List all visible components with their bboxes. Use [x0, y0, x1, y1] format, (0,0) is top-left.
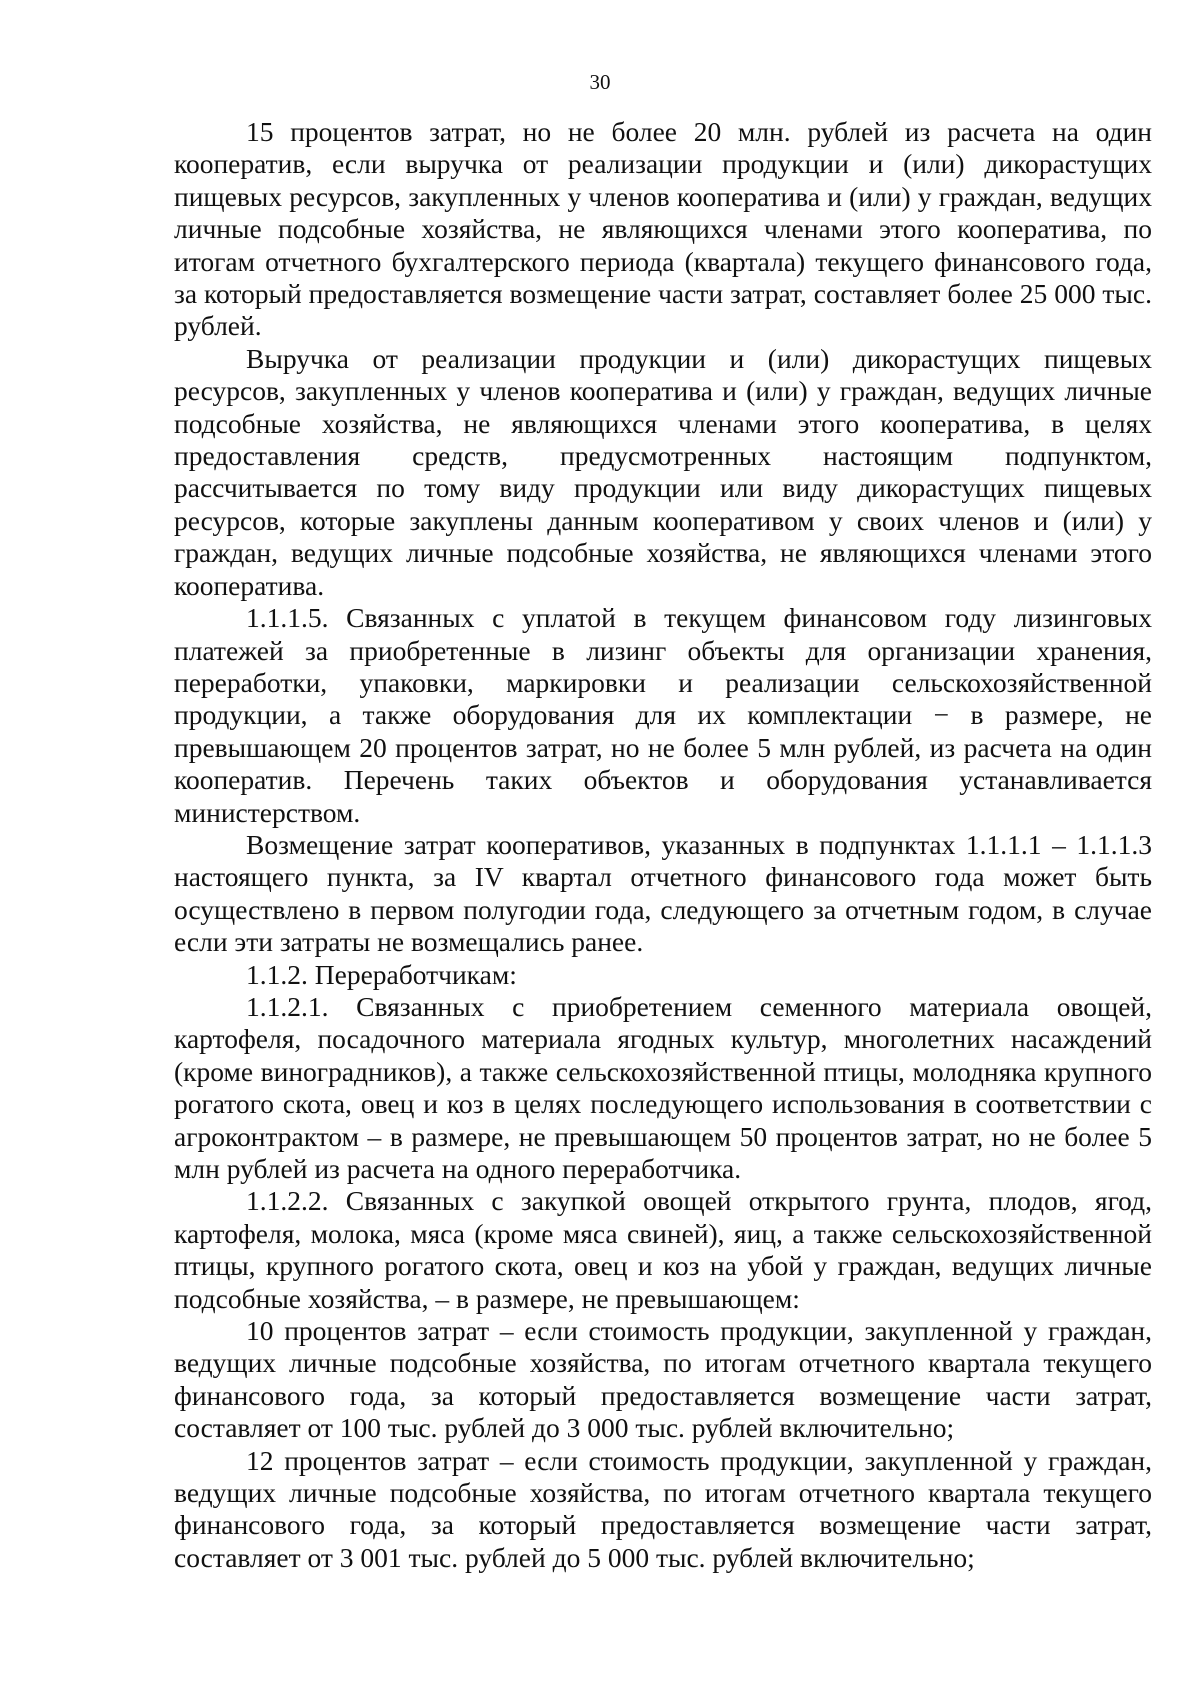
- paragraph: Возмещение затрат кооперативов, указанных в подпунктах 1.1.1.1 – 1.1.1.3 настоящего пункта, за IV квартал отчетного финансового года может быть осуществлено в первом полугодии года, следующего за отчетным годом, в случае если эти затраты не возмещались ранее.: [174, 828, 1152, 958]
- paragraph: 1.1.2. Переработчикам:: [246, 958, 517, 990]
- document-body: [174, 116, 1152, 1574]
- page-number: 30: [589, 70, 611, 94]
- paragraph: Выручка от реализации продукции и (или) дикорастущих пищевых ресурсов, закупленных у членов кооператива и (или) у граждан, ведущих личные подсобные хозяйства, не являющихся членами этого кооператива, в целях предоставления средств, предусмотренных настоящим подпунктом, рассчитывается по тому виду продукции или виду дикорастущих пищевых ресурсов, которые закуплены данным кооперативом у своих членов и (или) у граждан, ведущих личные подсобные хозяйства, не являющихся членами этого кооператива.: [174, 342, 1152, 601]
- paragraph: 1.1.2.1. Связанных с приобретением семенного материала овощей, картофеля, посадочного материала ягодных культур, многолетних насаждений (кроме виноградников), а также сельскохозяйственной птицы, молодняка крупного рогатого скота, овец и коз в целях последующего использования в соответствии с агроконтрактом – в размере, не превышающем 50 процентов затрат, но не более 5 млн рублей из расчета на одного переработчика.: [174, 990, 1152, 1184]
- paragraph: 1.1.2.2. Связанных с закупкой овощей открытого грунта, плодов, ягод, картофеля, молока, мяса (кроме мяса свиней), яиц, а также сельскохозяйственной птицы, крупного рогатого скота, овец и коз на убой у граждан, ведущих личные подсобные хозяйства, – в размере, не превышающем:: [174, 1185, 1152, 1314]
- paragraph: 15 процентов затрат, но не более 20 млн. рублей из расчета на один кооператив, если выручка от реализации продукции и (или) дикорастущих пищевых ресурсов, закупленных у членов кооператива и (или) у граждан, ведущих личные подсобные хозяйства, не являющихся членами этого кооператива, по итогам отчетного бухгалтерского периода (квартала) текущего финансового года, за который предоставляется возмещение части затрат, составляет более 25 000 тыс. рублей.: [174, 116, 1152, 342]
- paragraph: 1.1.1.5. Связанных с уплатой в текущем финансовом году лизинговых платежей за приобретенные в лизинг объекты для организации хранения, переработки, упаковки, маркировки и реализации сельскохозяйственной продукции, а также оборудования для их комплектации − в размере, не превышающем 20 процентов затрат, но не более 5 млн рублей, из расчета на один кооператив. Перечень таких объектов и оборудования устанавливается министерством.: [174, 602, 1152, 828]
- paragraph: 10 процентов затрат – если стоимость продукции, закупленной у граждан, ведущих личные подсобные хозяйства, по итогам отчетного квартала текущего финансового года, за который предоставляется возмещение части затрат, составляет от 100 тыс. рублей до 3 000 тыс. рублей включительно;: [174, 1315, 1152, 1444]
- paragraph: 12 процентов затрат – если стоимость продукции, закупленной у граждан, ведущих личные подсобные хозяйства, по итогам отчетного квартала текущего финансового года, за который предоставляется возмещение части затрат, составляет от 3 001 тыс. рублей до 5 000 тыс. рублей включительно;: [174, 1444, 1152, 1573]
